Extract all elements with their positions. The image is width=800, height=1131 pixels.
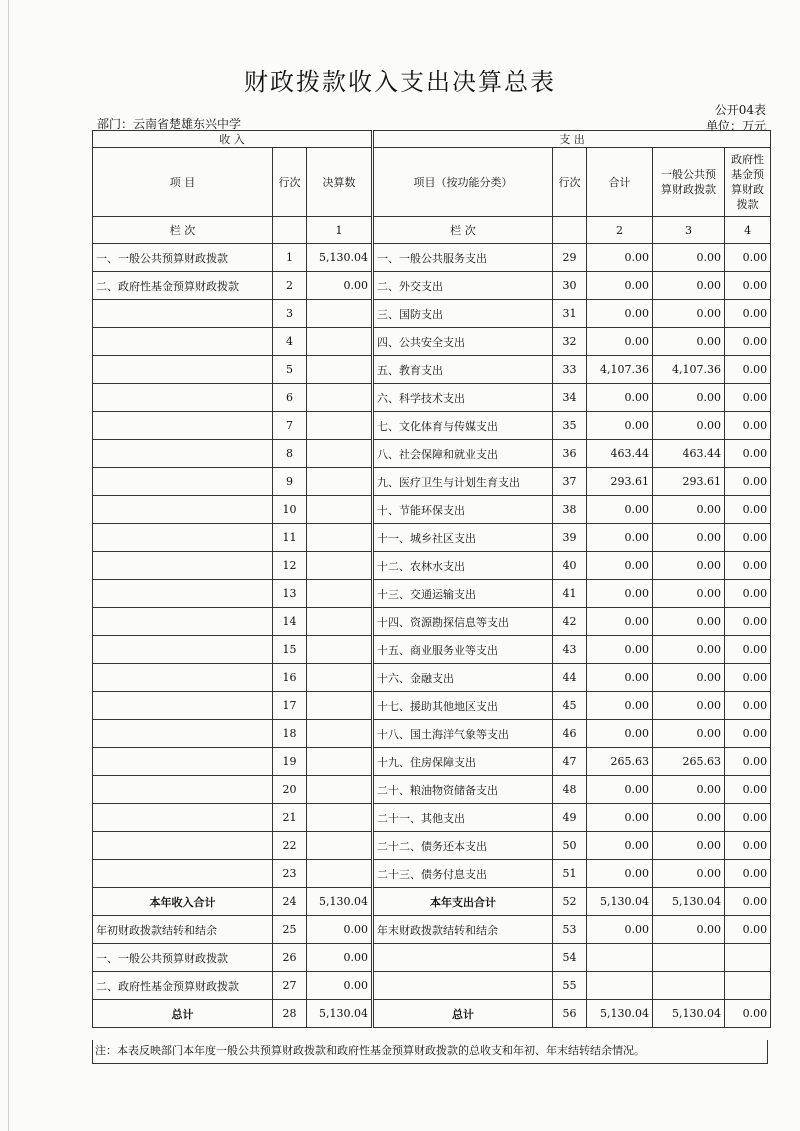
general-budget-cell: 0.00 [653,496,725,524]
income-line-cell: 6 [273,384,307,412]
income-amount-cell [307,748,373,776]
total-cell: 5,130.04 [587,888,653,916]
income-item-cell [93,720,273,748]
table-row [93,608,771,636]
gov-fund-cell: 0.00 [725,244,771,272]
income-line-cell: 27 [273,972,307,1000]
expense-line-cell: 55 [553,972,587,1000]
gov-fund-cell: 0.00 [725,272,771,300]
general-budget-cell: 0.00 [653,524,725,552]
income-line-cell: 18 [273,720,307,748]
gov-fund-cell: 0.00 [725,888,771,916]
income-amount-cell [307,440,373,468]
total-cell [587,944,653,972]
expense-line-cell: 53 [553,916,587,944]
general-budget-cell: 0.00 [653,832,725,860]
gov-fund-header: 政府性基金预算财政拨款 [725,148,771,217]
income-item-cell: 二、政府性基金预算财政拨款 [93,272,273,300]
table-row [93,272,771,300]
expense-line-cell: 50 [553,832,587,860]
gov-fund-cell: 0.00 [725,860,771,888]
table-row [93,552,771,580]
expense-line-cell: 41 [553,580,587,608]
income-line-cell: 10 [273,496,307,524]
expense-item-cell: 五、教育支出 [373,356,553,384]
table-row [93,860,771,888]
income-item-cell [93,860,273,888]
total-cell: 0.00 [587,524,653,552]
table-row [93,412,771,440]
expense-line-cell: 34 [553,384,587,412]
gov-fund-cell: 0.00 [725,300,771,328]
expense-item-cell: 十、节能环保支出 [373,496,553,524]
income-amount-cell [307,692,373,720]
income-amount-cell [307,412,373,440]
general-budget-cell: 0.00 [653,328,725,356]
table-row [93,244,771,272]
expense-item-cell: 九、医疗卫生与计划生育支出 [373,468,553,496]
gov-fund-cell: 0.00 [725,636,771,664]
expense-item-cell: 十二、农林水支出 [373,552,553,580]
income-line-cell: 14 [273,608,307,636]
general-budget-cell [653,972,725,1000]
general-budget-cell: 4,107.36 [653,356,725,384]
income-amount-cell: 5,130.04 [307,1000,373,1028]
gov-fund-cell: 0.00 [725,1000,771,1028]
expense-line-cell: 47 [553,748,587,776]
income-amount-cell [307,832,373,860]
total-cell: 0.00 [587,916,653,944]
gov-fund-cell: 0.00 [725,664,771,692]
general-budget-cell: 5,130.04 [653,888,725,916]
income-item-cell: 年初财政拨款结转和结余 [93,916,273,944]
income-item-cell [93,384,273,412]
gov-fund-cell: 0.00 [725,412,771,440]
income-amount-cell [307,328,373,356]
expense-line-cell: 32 [553,328,587,356]
expense-line-cell: 45 [553,692,587,720]
income-item-cell [93,552,273,580]
empty-cell [273,217,307,244]
income-item-cell [93,356,273,384]
expense-section-header: 支 出 [373,131,771,148]
total-cell: 0.00 [587,692,653,720]
total-cell: 0.00 [587,636,653,664]
expense-item-cell: 十七、援助其他地区支出 [373,692,553,720]
expense-item-cell: 本年支出合计 [373,888,553,916]
total-cell: 293.61 [587,468,653,496]
income-line-cell: 19 [273,748,307,776]
expense-item-cell: 十六、金融支出 [373,664,553,692]
total-cell: 0.00 [587,412,653,440]
income-line-header: 行次 [273,148,307,217]
expense-item-cell: 三、国防支出 [373,300,553,328]
gov-fund-cell: 0.00 [725,580,771,608]
expense-item-cell [373,944,553,972]
income-item-cell: 本年收入合计 [93,888,273,916]
income-line-cell: 24 [273,888,307,916]
income-column-label: 栏 次 [93,217,273,244]
expense-item-cell [373,972,553,1000]
gov-fund-cell: 0.00 [725,776,771,804]
summary-row [93,944,771,972]
income-amount-cell: 0.00 [307,944,373,972]
income-item-cell [93,468,273,496]
general-budget-cell: 293.61 [653,468,725,496]
income-amount-cell [307,496,373,524]
income-item-cell [93,524,273,552]
total-cell: 463.44 [587,440,653,468]
unit-label: 单位：万元 [705,119,766,133]
general-budget-cell: 0.00 [653,720,725,748]
general-budget-cell: 0.00 [653,272,725,300]
income-line-cell: 9 [273,468,307,496]
income-line-cell: 1 [273,244,307,272]
expense-item-header: 项目（按功能分类） [373,148,553,217]
table-row [93,832,771,860]
table-row [93,748,771,776]
footnote: 注：本表反映部门本年度一般公共预算财政拨款和政府性基金预算财政拨款的总收支和年初、年末结转结余情况。 [92,1040,768,1064]
table-row [93,328,771,356]
expense-line-cell: 31 [553,300,587,328]
income-line-cell: 17 [273,692,307,720]
table-row [93,692,771,720]
gov-fund-cell: 0.00 [725,916,771,944]
expense-item-cell: 二、外交支出 [373,272,553,300]
table-row [93,580,771,608]
income-line-cell: 22 [273,832,307,860]
table-row [93,384,771,412]
expense-line-cell: 33 [553,356,587,384]
expense-item-cell: 七、文化体育与传媒支出 [373,412,553,440]
gov-fund-cell: 0.00 [725,440,771,468]
income-item-cell: 一、一般公共预算财政拨款 [93,944,273,972]
income-line-cell: 20 [273,776,307,804]
income-amount-cell [307,356,373,384]
general-budget-cell: 0.00 [653,552,725,580]
expense-line-cell: 48 [553,776,587,804]
general-budget-cell: 0.00 [653,692,725,720]
expense-item-cell: 十九、住房保障支出 [373,748,553,776]
general-budget-cell: 0.00 [653,860,725,888]
expense-item-cell: 十四、资源勘探信息等支出 [373,608,553,636]
income-item-cell [93,300,273,328]
income-item-cell [93,412,273,440]
income-line-cell: 4 [273,328,307,356]
income-item-cell [93,636,273,664]
income-item-cell: 二、政府性基金预算财政拨款 [93,972,273,1000]
summary-row [93,888,771,916]
income-amount-cell [307,804,373,832]
income-line-cell: 25 [273,916,307,944]
budget-table [92,130,771,1028]
income-item-cell [93,608,273,636]
income-line-cell: 11 [273,524,307,552]
income-line-cell: 23 [273,860,307,888]
table-row [93,440,771,468]
total-cell: 5,130.04 [587,1000,653,1028]
expense-item-cell: 六、科学技术支出 [373,384,553,412]
gov-fund-cell: 0.00 [725,384,771,412]
expense-column-label: 栏 次 [373,217,553,244]
gov-fund-cell: 0.00 [725,804,771,832]
income-line-cell: 13 [273,580,307,608]
gov-fund-cell: 0.00 [725,832,771,860]
expense-line-cell: 35 [553,412,587,440]
expense-line-cell: 49 [553,804,587,832]
total-cell: 0.00 [587,860,653,888]
income-amount-cell [307,720,373,748]
income-line-cell: 12 [273,552,307,580]
summary-row [93,1000,771,1028]
table-row [93,720,771,748]
income-line-cell: 8 [273,440,307,468]
income-amount-header: 决算数 [307,148,373,217]
total-cell: 0.00 [587,496,653,524]
gov-fund-cell: 0.00 [725,552,771,580]
income-item-cell [93,776,273,804]
total-header: 合计 [587,148,653,217]
income-line-cell: 28 [273,1000,307,1028]
income-amount-cell [307,552,373,580]
table-row [93,524,771,552]
gov-fund-cell: 0.00 [725,524,771,552]
table-row [93,804,771,832]
expense-item-cell: 一、一般公共服务支出 [373,244,553,272]
form-number: 公开04表 [714,103,766,117]
general-budget-cell: 0.00 [653,916,725,944]
income-item-cell [93,328,273,356]
expense-line-cell: 43 [553,636,587,664]
income-line-cell: 7 [273,412,307,440]
expense-item-cell: 十五、商业服务业等支出 [373,636,553,664]
general-budget-cell: 0.00 [653,300,725,328]
table-row [93,468,771,496]
income-amount-cell [307,524,373,552]
income-line-cell: 3 [273,300,307,328]
empty-cell [553,217,587,244]
total-cell [587,972,653,1000]
table-row [93,356,771,384]
gov-fund-cell: 0.00 [725,608,771,636]
expense-line-cell: 46 [553,720,587,748]
gov-fund-cell: 0.00 [725,356,771,384]
expense-line-cell: 30 [553,272,587,300]
expense-line-cell: 51 [553,860,587,888]
general-budget-cell: 0.00 [653,580,725,608]
general-budget-cell: 0.00 [653,244,725,272]
expense-line-cell: 29 [553,244,587,272]
gov-fund-cell [725,972,771,1000]
total-cell: 0.00 [587,804,653,832]
total-cell: 0.00 [587,664,653,692]
section-header-row [93,131,771,148]
income-item-cell: 总计 [93,1000,273,1028]
income-amount-cell [307,300,373,328]
expense-item-cell: 年末财政拨款结转和结余 [373,916,553,944]
expense-item-cell: 十八、国土海洋气象等支出 [373,720,553,748]
page-title: 财政拨款收入支出决算总表 [244,68,556,96]
income-item-cell [93,832,273,860]
total-cell: 0.00 [587,608,653,636]
expense-line-cell: 40 [553,552,587,580]
income-amount-cell [307,580,373,608]
table-row [93,776,771,804]
page-edge [8,0,9,1131]
gov-fund-cell: 0.00 [725,328,771,356]
expense-line-cell: 52 [553,888,587,916]
expense-item-cell: 总计 [373,1000,553,1028]
total-cell: 0.00 [587,552,653,580]
income-line-cell: 21 [273,804,307,832]
expense-line-cell: 42 [553,608,587,636]
table-row [93,664,771,692]
income-amount-cell: 5,130.04 [307,888,373,916]
income-amount-cell: 5,130.04 [307,244,373,272]
gov-fund-cell [725,944,771,972]
expense-item-cell: 四、公共安全支出 [373,328,553,356]
income-item-cell [93,580,273,608]
income-item-cell: 一、一般公共预算财政拨款 [93,244,273,272]
total-cell: 265.63 [587,748,653,776]
expense-item-cell: 十一、城乡社区支出 [373,524,553,552]
expense-line-cell: 44 [553,664,587,692]
income-amount-cell [307,384,373,412]
expense-line-cell: 38 [553,496,587,524]
total-cell: 0.00 [587,272,653,300]
gov-fund-cell: 0.00 [725,496,771,524]
expense-item-cell: 二十、粮油物资储备支出 [373,776,553,804]
total-cell: 0.00 [587,244,653,272]
expense-item-cell: 八、社会保障和就业支出 [373,440,553,468]
column-number-row [93,217,771,244]
income-item-header: 项 目 [93,148,273,217]
summary-row [93,916,771,944]
total-cell: 0.00 [587,720,653,748]
total-cell: 0.00 [587,384,653,412]
total-cell: 0.00 [587,300,653,328]
total-cell: 0.00 [587,580,653,608]
income-section-header: 收 入 [93,131,373,148]
income-line-cell: 2 [273,272,307,300]
expense-line-cell: 54 [553,944,587,972]
general-budget-cell: 463.44 [653,440,725,468]
total-cell: 0.00 [587,776,653,804]
gov-fund-cell: 0.00 [725,748,771,776]
col-4-label: 4 [725,217,771,244]
expense-item-cell: 十三、交通运输支出 [373,580,553,608]
expense-item-cell: 二十三、债务付息支出 [373,860,553,888]
expense-line-cell: 37 [553,468,587,496]
expense-line-cell: 56 [553,1000,587,1028]
income-amount-cell: 0.00 [307,272,373,300]
general-budget-header: 一般公共预算财政拨款 [653,148,725,217]
general-budget-cell: 5,130.04 [653,1000,725,1028]
expense-item-cell: 二十二、债务还本支出 [373,832,553,860]
gov-fund-cell: 0.00 [725,468,771,496]
column-header-row [93,148,771,217]
general-budget-cell: 0.00 [653,776,725,804]
income-amount-cell [307,664,373,692]
income-amount-cell [307,776,373,804]
income-item-cell [93,804,273,832]
expense-line-header: 行次 [553,148,587,217]
gov-fund-cell: 0.00 [725,692,771,720]
income-line-cell: 15 [273,636,307,664]
table-row [93,496,771,524]
income-item-cell [93,496,273,524]
col-2-label: 2 [587,217,653,244]
income-amount-cell: 0.00 [307,916,373,944]
income-line-cell: 5 [273,356,307,384]
general-budget-cell: 0.00 [653,664,725,692]
general-budget-cell: 0.00 [653,804,725,832]
income-item-cell [93,692,273,720]
income-item-cell [93,440,273,468]
expense-item-cell: 二十一、其他支出 [373,804,553,832]
income-item-cell [93,664,273,692]
general-budget-cell: 0.00 [653,412,725,440]
income-amount-cell: 0.00 [307,972,373,1000]
total-cell: 0.00 [587,328,653,356]
total-cell: 0.00 [587,832,653,860]
income-line-cell: 26 [273,944,307,972]
expense-line-cell: 39 [553,524,587,552]
table-row [93,300,771,328]
general-budget-cell: 265.63 [653,748,725,776]
general-budget-cell: 0.00 [653,384,725,412]
income-amount-cell [307,468,373,496]
general-budget-cell: 0.00 [653,636,725,664]
col-3-label: 3 [653,217,725,244]
general-budget-cell [653,944,725,972]
income-item-cell [93,748,273,776]
income-line-cell: 16 [273,664,307,692]
summary-row [93,972,771,1000]
gov-fund-cell: 0.00 [725,720,771,748]
general-budget-cell: 0.00 [653,608,725,636]
total-cell: 4,107.36 [587,356,653,384]
table-row [93,636,771,664]
expense-line-cell: 36 [553,440,587,468]
income-amount-cell [307,860,373,888]
income-amount-cell [307,608,373,636]
department-label: 部门：云南省楚雄东兴中学 [97,117,242,131]
income-amount-cell [307,636,373,664]
col-1-label: 1 [307,217,373,244]
